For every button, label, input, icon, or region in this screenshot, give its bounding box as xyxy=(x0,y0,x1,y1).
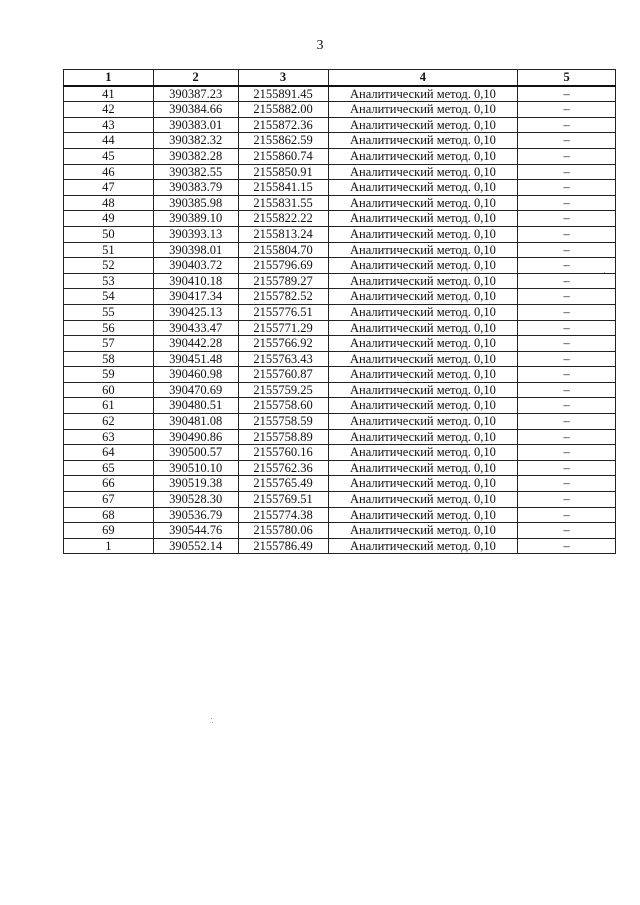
note-cell: – xyxy=(518,102,616,118)
x-coordinate-cell: 390528.30 xyxy=(153,492,238,508)
x-coordinate-cell: 390387.23 xyxy=(153,86,238,102)
table-row xyxy=(64,320,616,336)
y-coordinate-cell: 2155882.00 xyxy=(238,102,328,118)
table-row xyxy=(64,382,616,398)
y-coordinate-cell: 2155759.25 xyxy=(238,382,328,398)
point-number-cell: 43 xyxy=(64,117,154,133)
method-cell: Аналитический метод. 0,10 xyxy=(328,117,518,133)
y-coordinate-cell: 2155760.16 xyxy=(238,445,328,461)
table-row xyxy=(64,336,616,352)
method-cell: Аналитический метод. 0,10 xyxy=(328,258,518,274)
x-coordinate-cell: 390470.69 xyxy=(153,382,238,398)
method-cell: Аналитический метод. 0,10 xyxy=(328,382,518,398)
note-cell: – xyxy=(518,351,616,367)
method-cell: Аналитический метод. 0,10 xyxy=(328,304,518,320)
x-coordinate-cell: 390382.55 xyxy=(153,164,238,180)
method-cell: Аналитический метод. 0,10 xyxy=(328,133,518,149)
method-cell: Аналитический метод. 0,10 xyxy=(328,180,518,196)
point-number-cell: 52 xyxy=(64,258,154,274)
y-coordinate-cell: 2155850.91 xyxy=(238,164,328,180)
x-coordinate-cell: 390490.86 xyxy=(153,429,238,445)
point-number-cell: 63 xyxy=(64,429,154,445)
point-number-cell: 60 xyxy=(64,382,154,398)
x-coordinate-cell: 390433.47 xyxy=(153,320,238,336)
x-coordinate-cell: 390544.76 xyxy=(153,523,238,539)
method-cell: Аналитический метод. 0,10 xyxy=(328,414,518,430)
table-row xyxy=(64,476,616,492)
note-cell: – xyxy=(518,320,616,336)
x-coordinate-cell: 390417.34 xyxy=(153,289,238,305)
x-coordinate-cell: 390382.28 xyxy=(153,148,238,164)
method-cell: Аналитический метод. 0,10 xyxy=(328,211,518,227)
table-row xyxy=(64,211,616,227)
method-cell: Аналитический метод. 0,10 xyxy=(328,148,518,164)
note-cell: – xyxy=(518,117,616,133)
note-cell: – xyxy=(518,211,616,227)
method-cell: Аналитический метод. 0,10 xyxy=(328,476,518,492)
point-number-cell: 48 xyxy=(64,195,154,211)
note-cell: – xyxy=(518,242,616,258)
x-coordinate-cell: 390398.01 xyxy=(153,242,238,258)
y-coordinate-cell: 2155780.06 xyxy=(238,523,328,539)
x-coordinate-cell: 390481.08 xyxy=(153,414,238,430)
note-cell: – xyxy=(518,398,616,414)
y-coordinate-cell: 2155822.22 xyxy=(238,211,328,227)
note-cell: – xyxy=(518,180,616,196)
note-cell: – xyxy=(518,164,616,180)
y-coordinate-cell: 2155762.36 xyxy=(238,460,328,476)
table-row xyxy=(64,289,616,305)
point-number-cell: 54 xyxy=(64,289,154,305)
method-cell: Аналитический метод. 0,10 xyxy=(328,507,518,523)
y-coordinate-cell: 2155760.87 xyxy=(238,367,328,383)
y-coordinate-cell: 2155766.92 xyxy=(238,336,328,352)
note-cell: – xyxy=(518,476,616,492)
table-row xyxy=(64,492,616,508)
column-header-5: 5 xyxy=(518,70,616,86)
x-coordinate-cell: 390393.13 xyxy=(153,226,238,242)
point-number-cell: 55 xyxy=(64,304,154,320)
table-row xyxy=(64,180,616,196)
x-coordinate-cell: 390480.51 xyxy=(153,398,238,414)
y-coordinate-cell: 2155872.36 xyxy=(238,117,328,133)
point-number-cell: 64 xyxy=(64,445,154,461)
point-number-cell: 59 xyxy=(64,367,154,383)
table-row xyxy=(64,102,616,118)
column-header-2: 2 xyxy=(153,70,238,86)
note-cell: – xyxy=(518,289,616,305)
note-cell: – xyxy=(518,258,616,274)
method-cell: Аналитический метод. 0,10 xyxy=(328,445,518,461)
y-coordinate-cell: 2155813.24 xyxy=(238,226,328,242)
point-number-cell: 1 xyxy=(64,538,154,554)
table-row xyxy=(64,445,616,461)
y-coordinate-cell: 2155774.38 xyxy=(238,507,328,523)
point-number-cell: 62 xyxy=(64,414,154,430)
table-row xyxy=(64,117,616,133)
x-coordinate-cell: 390425.13 xyxy=(153,304,238,320)
method-cell: Аналитический метод. 0,10 xyxy=(328,195,518,211)
y-coordinate-cell: 2155769.51 xyxy=(238,492,328,508)
table-row xyxy=(64,242,616,258)
note-cell: – xyxy=(518,382,616,398)
note-cell: – xyxy=(518,133,616,149)
x-coordinate-cell: 390460.98 xyxy=(153,367,238,383)
x-coordinate-cell: 390519.38 xyxy=(153,476,238,492)
x-coordinate-cell: 390389.10 xyxy=(153,211,238,227)
method-cell: Аналитический метод. 0,10 xyxy=(328,242,518,258)
scan-speck xyxy=(211,718,212,719)
y-coordinate-cell: 2155758.59 xyxy=(238,414,328,430)
x-coordinate-cell: 390500.57 xyxy=(153,445,238,461)
table-row xyxy=(64,538,616,554)
point-number-cell: 50 xyxy=(64,226,154,242)
note-cell: – xyxy=(518,367,616,383)
x-coordinate-cell: 390385.98 xyxy=(153,195,238,211)
x-coordinate-cell: 390383.79 xyxy=(153,180,238,196)
table-row xyxy=(64,148,616,164)
column-header-3: 3 xyxy=(238,70,328,86)
note-cell: – xyxy=(518,538,616,554)
point-number-cell: 49 xyxy=(64,211,154,227)
table-row xyxy=(64,460,616,476)
method-cell: Аналитический метод. 0,10 xyxy=(328,289,518,305)
method-cell: Аналитический метод. 0,10 xyxy=(328,460,518,476)
point-number-cell: 66 xyxy=(64,476,154,492)
point-number-cell: 42 xyxy=(64,102,154,118)
table-row xyxy=(64,523,616,539)
y-coordinate-cell: 2155831.55 xyxy=(238,195,328,211)
x-coordinate-cell: 390410.18 xyxy=(153,273,238,289)
note-cell: – xyxy=(518,226,616,242)
table-header-row xyxy=(64,70,616,86)
method-cell: Аналитический метод. 0,10 xyxy=(328,429,518,445)
point-number-cell: 45 xyxy=(64,148,154,164)
page-number: 3 xyxy=(316,38,324,53)
coordinates-table xyxy=(63,69,616,554)
table-row xyxy=(64,429,616,445)
point-number-cell: 69 xyxy=(64,523,154,539)
x-coordinate-cell: 390536.79 xyxy=(153,507,238,523)
point-number-cell: 51 xyxy=(64,242,154,258)
table-row xyxy=(64,398,616,414)
y-coordinate-cell: 2155891.45 xyxy=(238,86,328,102)
y-coordinate-cell: 2155758.89 xyxy=(238,429,328,445)
table-row xyxy=(64,351,616,367)
method-cell: Аналитический метод. 0,10 xyxy=(328,367,518,383)
table-row xyxy=(64,414,616,430)
method-cell: Аналитический метод. 0,10 xyxy=(328,320,518,336)
x-coordinate-cell: 390403.72 xyxy=(153,258,238,274)
note-cell: – xyxy=(518,414,616,430)
x-coordinate-cell: 390442.28 xyxy=(153,336,238,352)
x-coordinate-cell: 390382.32 xyxy=(153,133,238,149)
point-number-cell: 41 xyxy=(64,86,154,102)
point-number-cell: 65 xyxy=(64,460,154,476)
y-coordinate-cell: 2155796.69 xyxy=(238,258,328,274)
point-number-cell: 58 xyxy=(64,351,154,367)
note-cell: – xyxy=(518,460,616,476)
table-row xyxy=(64,304,616,320)
method-cell: Аналитический метод. 0,10 xyxy=(328,523,518,539)
scan-speck xyxy=(212,722,213,723)
note-cell: – xyxy=(518,148,616,164)
y-coordinate-cell: 2155771.29 xyxy=(238,320,328,336)
y-coordinate-cell: 2155841.15 xyxy=(238,180,328,196)
y-coordinate-cell: 2155786.49 xyxy=(238,538,328,554)
point-number-cell: 56 xyxy=(64,320,154,336)
x-coordinate-cell: 390510.10 xyxy=(153,460,238,476)
point-number-cell: 46 xyxy=(64,164,154,180)
column-header-1: 1 xyxy=(64,70,154,86)
y-coordinate-cell: 2155776.51 xyxy=(238,304,328,320)
note-cell: – xyxy=(518,445,616,461)
table-row xyxy=(64,86,616,102)
note-cell: – xyxy=(518,336,616,352)
note-cell: – xyxy=(518,523,616,539)
point-number-cell: 68 xyxy=(64,507,154,523)
scan-speck xyxy=(604,272,605,273)
method-cell: Аналитический метод. 0,10 xyxy=(328,398,518,414)
y-coordinate-cell: 2155860.74 xyxy=(238,148,328,164)
note-cell: – xyxy=(518,429,616,445)
table-row xyxy=(64,507,616,523)
point-number-cell: 44 xyxy=(64,133,154,149)
method-cell: Аналитический метод. 0,10 xyxy=(328,336,518,352)
x-coordinate-cell: 390383.01 xyxy=(153,117,238,133)
y-coordinate-cell: 2155782.52 xyxy=(238,289,328,305)
method-cell: Аналитический метод. 0,10 xyxy=(328,273,518,289)
method-cell: Аналитический метод. 0,10 xyxy=(328,164,518,180)
method-cell: Аналитический метод. 0,10 xyxy=(328,86,518,102)
point-number-cell: 57 xyxy=(64,336,154,352)
method-cell: Аналитический метод. 0,10 xyxy=(328,351,518,367)
x-coordinate-cell: 390384.66 xyxy=(153,102,238,118)
table-body xyxy=(64,86,616,554)
note-cell: – xyxy=(518,195,616,211)
method-cell: Аналитический метод. 0,10 xyxy=(328,492,518,508)
table-row xyxy=(64,164,616,180)
table-row xyxy=(64,133,616,149)
x-coordinate-cell: 390451.48 xyxy=(153,351,238,367)
y-coordinate-cell: 2155862.59 xyxy=(238,133,328,149)
point-number-cell: 67 xyxy=(64,492,154,508)
point-number-cell: 61 xyxy=(64,398,154,414)
x-coordinate-cell: 390552.14 xyxy=(153,538,238,554)
note-cell: – xyxy=(518,507,616,523)
table-row xyxy=(64,367,616,383)
y-coordinate-cell: 2155763.43 xyxy=(238,351,328,367)
method-cell: Аналитический метод. 0,10 xyxy=(328,102,518,118)
method-cell: Аналитический метод. 0,10 xyxy=(328,538,518,554)
method-cell: Аналитический метод. 0,10 xyxy=(328,226,518,242)
note-cell: – xyxy=(518,273,616,289)
column-header-4: 4 xyxy=(328,70,518,86)
note-cell: – xyxy=(518,86,616,102)
point-number-cell: 47 xyxy=(64,180,154,196)
y-coordinate-cell: 2155758.60 xyxy=(238,398,328,414)
table-row xyxy=(64,226,616,242)
table-row xyxy=(64,273,616,289)
note-cell: – xyxy=(518,492,616,508)
y-coordinate-cell: 2155765.49 xyxy=(238,476,328,492)
y-coordinate-cell: 2155804.70 xyxy=(238,242,328,258)
table-row xyxy=(64,195,616,211)
note-cell: – xyxy=(518,304,616,320)
point-number-cell: 53 xyxy=(64,273,154,289)
y-coordinate-cell: 2155789.27 xyxy=(238,273,328,289)
table-row xyxy=(64,258,616,274)
